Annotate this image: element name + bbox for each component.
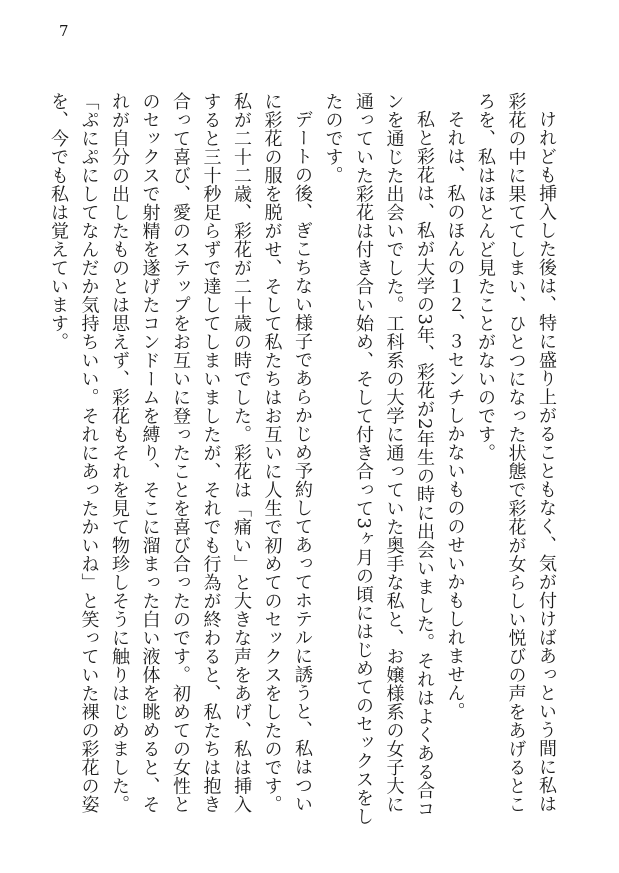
paragraph-3: 私と彩花は、私が大学の3年、彩花が2年生の時に出会いました。それはよくある合コンを通じた出会いでした。工科系の大学に通っていた奥手な私と、お嬢様系の女子大に通っていた彩花は付き合い始め、そして付き合って3ヶ月の頃にはじめてのセックスをしたのです。 <box>322 92 435 826</box>
page-number: 7 <box>59 22 69 40</box>
body-text <box>43 92 562 828</box>
paragraph-2: それは、私のほんの１２、３センチしかないもののせいかもしれません。 <box>444 110 466 721</box>
paragraph-4: デートの後、ぎこちない様子であらかじめ予約してあってホテルに誘うと、私はついに彩花の服を脱がせ、そして私たちはお互いに人生で初めてのセックスをしたのです。私が二十二歳、彩花が二十歳の時でした。彩花は「痛い」と大きな声をあげ、私は挿入すると三十秒足らずで達してしまいましたが、それでも行為が終わると、私たちは抱き合って喜び、愛のステップをお互いに登ったことを喜び合ったのです。初めての女性とのセックスで射精を遂げたコンドームを縛り、そこに溜まった白い液体を眺めると、それが自分の出したものとは思えず、彩花もそれを見て物珍しそうに触りはじめました。「ぷにぷにしてなんだか気持ちいい。それにあったかいね」と笑っていた裸の彩花の姿を、今でも私は覚えています。 <box>48 92 313 814</box>
paragraph-1: けれども挿入した後は、特に盛り上がることもなく、気が付けばあっという間に私は彩花の中に果ててしまい、ひとつになった状態で彩花が女らしい悦びの声をあげるところを、私はほとんど見たことがないのです。 <box>475 92 557 814</box>
